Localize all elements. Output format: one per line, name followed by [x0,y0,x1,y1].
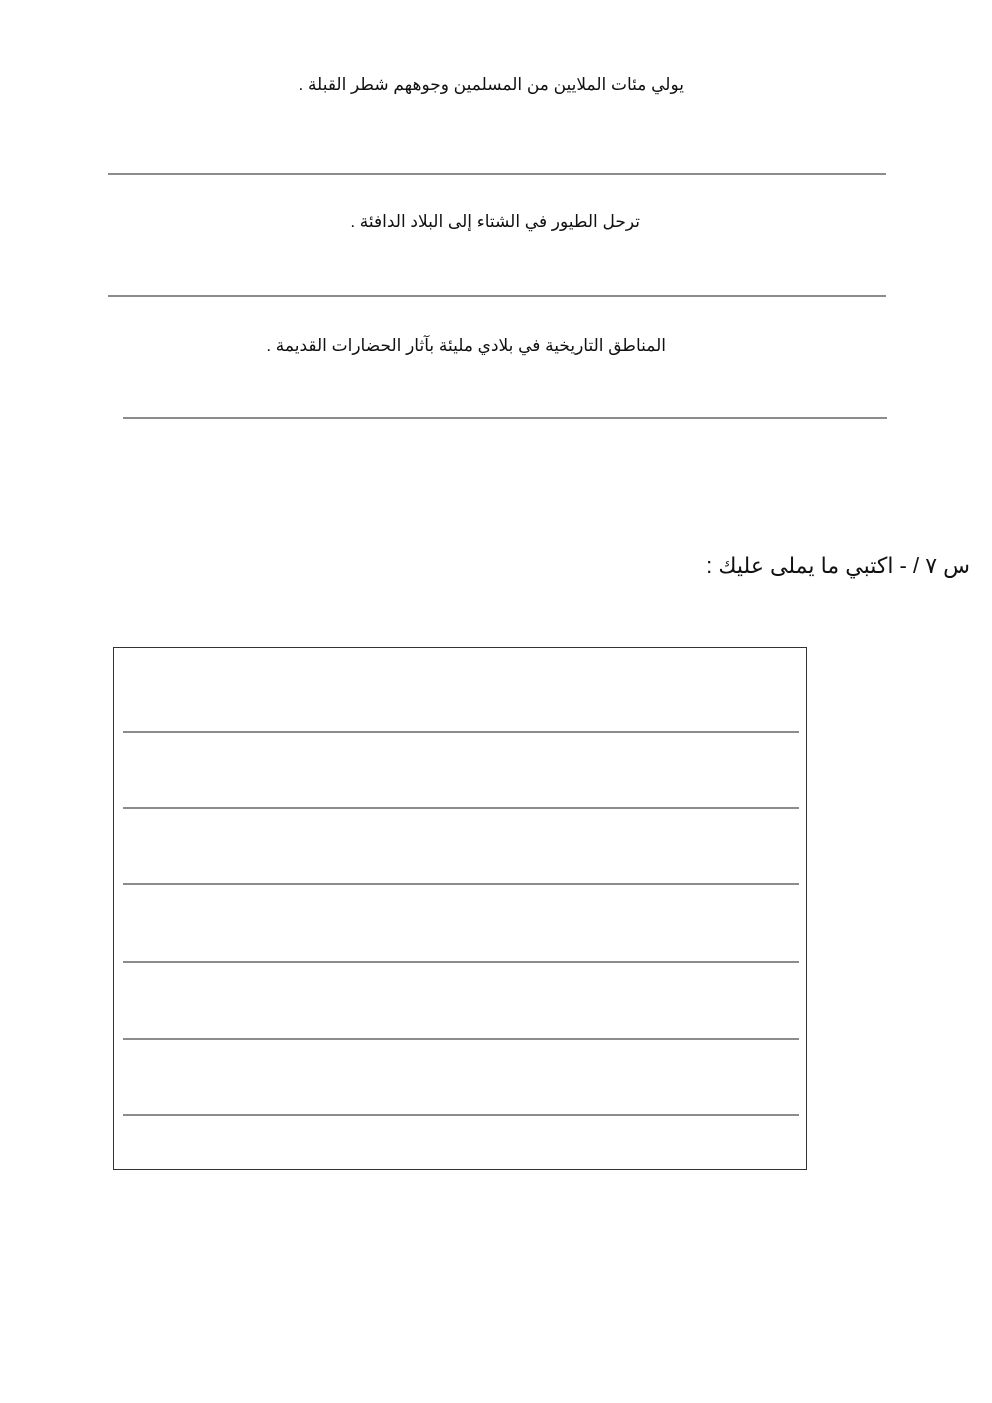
dictation-box [113,647,807,1170]
question-7-heading: س ٧ / - اكتبي ما يملى عليك : [706,553,970,578]
dictation-line-3[interactable] [123,883,799,885]
dictation-line-4[interactable] [123,961,799,963]
sentence-2: ترحل الطيور في الشتاء إلى البلاد الدافئة . [350,212,640,231]
dictation-line-6[interactable] [123,1114,799,1116]
dictation-line-2[interactable] [123,807,799,809]
dictation-line-1[interactable] [123,731,799,733]
sentence-1: يولي مئات الملايين من المسلمين وجوههم شطر القبلة . [298,75,684,94]
sentence-3: المناطق التاريخية في بلادي مليئة بآثار الحضارات القديمة . [266,336,666,355]
dictation-line-5[interactable] [123,1038,799,1040]
answer-line-2[interactable] [108,295,886,297]
answer-line-1[interactable] [108,173,886,175]
answer-line-3[interactable] [123,417,887,419]
